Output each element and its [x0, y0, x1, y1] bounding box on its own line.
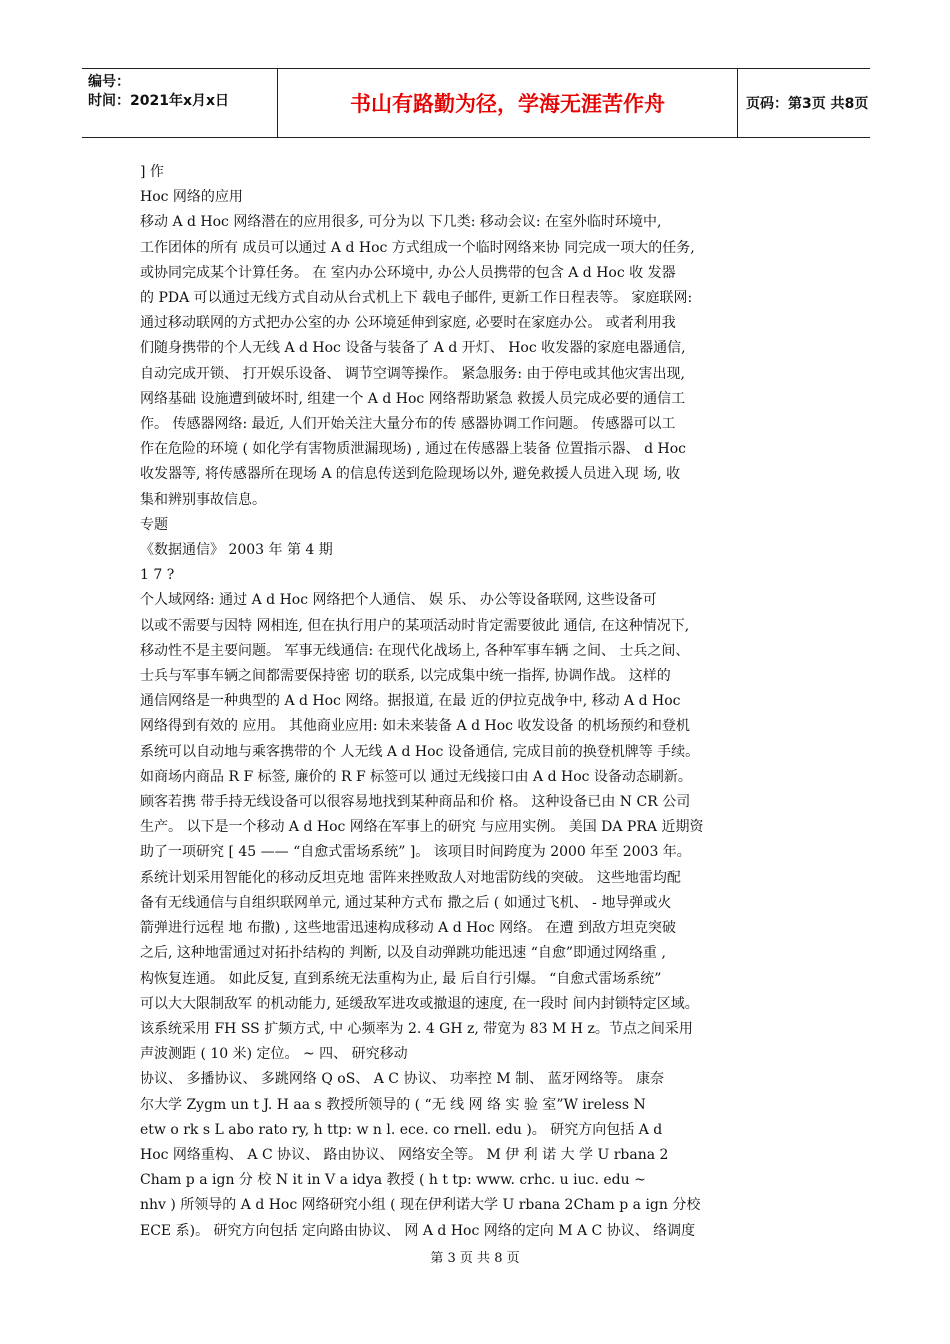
header-meta	[82, 69, 278, 137]
text-line: 可以大大限制敌军 的机动能力, 延缓敌军进攻或撤退的速度, 在一段时 间内封锁特定区域。	[140, 995, 699, 1012]
text-line: Hoc 网络重构、 A C 协议、 路由协议、 网络安全等。 M 伊 利 诺 大 学 U rbana 2	[140, 1146, 669, 1163]
text-line: 自动完成开锁、 打开娱乐设备、 调节空调等操作。 紧急服务: 由于停电或其他灾害出现,	[140, 365, 685, 382]
text-line: 移动 A d Hoc 网络潜在的应用很多, 可分为以 下几类: 移动会议: 在室外临时环境中,	[140, 214, 662, 231]
text-line: Cham p a ign 分 校 N it in V a idya 教授 ( h t tp: www. crhc. u iuc. edu ~	[140, 1172, 646, 1189]
document-body	[140, 160, 820, 1244]
text-line: 专题	[140, 516, 168, 533]
text-line: 作在危险的环境 ( 如化学有害物质泄漏现场) , 通过在传感器上装备 位置指示器、 d Hoc	[140, 441, 686, 458]
text-line: 该系统采用 FH SS 扩频方式, 中 心频率为 2. 4 GH z, 带宽为 83 M H z。节点之间采用	[140, 1020, 693, 1037]
text-line: ] 作	[140, 164, 164, 180]
text-line: 构恢复连通。 如此反复, 直到系统无法重构为止, 最 后自行引爆。 “自愈式雷场系统”	[140, 970, 662, 987]
text-line: 集和辨别事故信息。	[140, 491, 266, 508]
text-line: 之后, 这种地雷通过对拓扑结构的 判断, 以及自动弹跳功能迅速 “自愈”即通过网络重 ,	[140, 945, 666, 962]
text-line: etw o rk s L abo rato ry, h ttp: w n l. ece. co rnell. edu )。 研究方向包括 A d	[140, 1121, 663, 1138]
page-footer: 第 3 页 共 8 页	[430, 1251, 520, 1266]
text-line: 个人域网络: 通过 A d Hoc 网络把个人通信、 娱 乐、 办公等设备联网, 这些设备可	[140, 592, 657, 609]
text-line: 助了一项研究 [ 45 —— “自愈式雷场系统” ]。 该项目时间跨度为 2000 年至 2003 年。	[140, 844, 691, 861]
text-line: 协议、 多播协议、 多跳网络 Q oS、 A C 协议、 功率控 M 制、 蓝牙网络等。 康奈	[140, 1071, 665, 1088]
text-line: 生产。 以下是一个移动 A d Hoc 网络在军事上的研究 与应用实例。 美国 DA PRA 近期资	[140, 819, 704, 836]
text-line: 收发器等, 将传感器所在现场 A 的信息传送到危险现场以外, 避免救援人员进入现 场, 收	[140, 466, 681, 483]
header-page-info: 页码：第3页 共8页	[746, 96, 869, 112]
header-motto: 书山有路勤为径，学海无涯苦作舟	[278, 69, 738, 137]
text-line: 通过移动联网的方式把办公室的办 公环境延伸到家庭, 必要时在家庭办公。 或者利用我	[140, 315, 676, 332]
text-line: 备有无线通信与自组织联网单元, 通过某种方式布 撒之后 ( 如通过飞机、 - 地导弹或火	[140, 894, 672, 911]
text-line: 如商场内商品 R F 标签, 廉价的 R F 标签可以 通过无线接口由 A d Hoc 设备动态刷新。	[140, 768, 692, 785]
text-line: 《数据通信》 2003 年 第 4 期	[140, 542, 333, 559]
text-line: 系统计划采用智能化的移动反坦克地 雷阵来挫败敌人对地雷防线的突破。 这些地雷均配	[140, 869, 681, 886]
text-line: 网络得到有效的 应用。 其他商业应用: 如未来装备 A d Hoc 收发设备 的机场预约和登机	[140, 718, 690, 735]
text-line: 1 7 ?	[140, 567, 175, 584]
page-header	[82, 68, 870, 138]
text-line: 作。 传感器网络: 最近, 人们开始关注大量分布的传 感器协调工作问题。 传感器可以工	[140, 416, 676, 433]
text-line: 声波测距 ( 10 米) 定位。 ~ 四、 研究移动	[140, 1046, 408, 1063]
text-line: ECE 系)。 研究方向包括 定向路由协议、 网 A d Hoc 网络的定向 M A C 协议、 络调度	[140, 1222, 696, 1239]
text-line: 们随身携带的个人无线 A d Hoc 设备与装备了 A d 开灯、 Hoc 收发器的家庭电器通信,	[140, 340, 686, 357]
text-line: 箭弹进行远程 地 布撒) , 这些地雷迅速构成移动 A d Hoc 网络。 在遭 到敌方坦克突破	[140, 920, 676, 937]
text-line: 系统可以自动地与乘客携带的个 人无线 A d Hoc 设备通信, 完成目前的换登机牌等 手续。	[140, 743, 700, 760]
document-number-label: 编号：	[88, 74, 130, 90]
text-line: nhv ) 所领导的 A d Hoc 网络研究小组 ( 现在伊利诺大学 U rbana 2Cham p a ign 分校	[140, 1197, 701, 1214]
document-date: 时间：2021年x月x日	[88, 93, 230, 109]
text-line: 通信网络是一种典型的 A d Hoc 网络。据报道, 在最 近的伊拉克战争中, 移动 A d Hoc	[140, 693, 681, 710]
text-line: 尔大学 Zygm un t J. H aa s 教授所领导的 ( “无 线 网 络 实 验 室”W ireless N	[140, 1096, 646, 1113]
text-line: 网络基础 设施遭到破坏时, 组建一个 A d Hoc 网络帮助紧急 救援人员完成必要的通信工	[140, 390, 686, 407]
text-line: 的 PDA 可以通过无线方式自动从台式机上下 载电子邮件, 更新工作日程表等。 家庭联网:	[140, 290, 693, 307]
text-line: 工作团体的所有 成员可以通过 A d Hoc 方式组成一个临时网络来协 同完成一项大的任务,	[140, 239, 695, 256]
text-line: 或协同完成某个计算任务。 在 室内办公环境中, 办公人员携带的包含 A d Hoc 收 发器	[140, 264, 676, 281]
text-line: 顾客若携 带手持无线设备可以很容易地找到某种商品和价 格。 这种设备已由 N CR 公司	[140, 794, 691, 811]
text-line: Hoc 网络的应用	[140, 189, 243, 206]
text-line: 移动性不是主要问题。 军事无线通信: 在现代化战场上, 各种军事车辆 之间、 士兵之间、	[140, 642, 690, 659]
text-line: 士兵与军事车辆之间都需要保持密 切的联系, 以完成集中统一指挥, 协调作战。 这样的	[140, 668, 671, 685]
text-line: 以或不需要与因特 网相连, 但在执行用户的某项活动时肯定需要彼此 通信, 在这种情况下,	[140, 617, 690, 634]
